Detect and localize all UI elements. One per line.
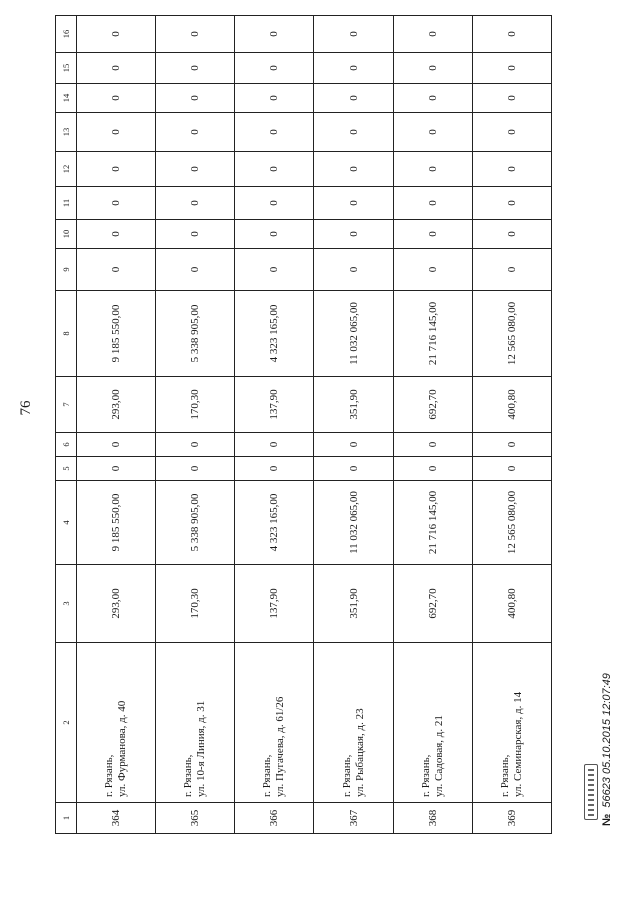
value-cell: 0 bbox=[156, 84, 235, 113]
table-row bbox=[77, 16, 156, 834]
column-header: 1 bbox=[56, 803, 77, 834]
value-cell: 12 565 080,00 bbox=[472, 291, 551, 377]
column-header: 6 bbox=[56, 433, 77, 457]
page-number: 76 bbox=[18, 400, 34, 416]
number-symbol: № bbox=[601, 813, 613, 826]
address-cell bbox=[235, 643, 314, 803]
value-cell: 137,90 bbox=[235, 377, 314, 433]
value-cell: 12 565 080,00 bbox=[472, 481, 551, 565]
value-cell: 0 bbox=[472, 433, 551, 457]
value-cell: 0 bbox=[472, 16, 551, 53]
value-cell: 0 bbox=[393, 113, 472, 152]
address-city: г. Рязань, bbox=[340, 754, 353, 797]
value-cell: 0 bbox=[156, 113, 235, 152]
value-cell: 9 185 550,00 bbox=[77, 291, 156, 377]
row-number-cell: 364 bbox=[77, 803, 156, 834]
value-cell: 0 bbox=[156, 457, 235, 481]
value-cell: 5 338 905,00 bbox=[156, 291, 235, 377]
column-header: 13 bbox=[56, 113, 77, 152]
address-cell bbox=[393, 643, 472, 803]
address-street: ул. 10-я Линия, д. 31 bbox=[195, 700, 208, 797]
address-cell bbox=[77, 643, 156, 803]
stamp-pattern bbox=[588, 768, 594, 816]
value-cell: 0 bbox=[472, 249, 551, 291]
value-cell: 0 bbox=[314, 53, 393, 84]
value-cell: 0 bbox=[77, 53, 156, 84]
value-cell: 21 716 145,00 bbox=[393, 481, 472, 565]
table-body bbox=[77, 16, 552, 834]
value-cell: 5 338 905,00 bbox=[156, 481, 235, 565]
value-cell: 0 bbox=[77, 152, 156, 187]
value-cell: 0 bbox=[393, 84, 472, 113]
value-cell: 0 bbox=[156, 249, 235, 291]
value-cell: 4 323 165,00 bbox=[235, 481, 314, 565]
value-cell: 137,90 bbox=[235, 565, 314, 643]
column-header: 12 bbox=[56, 152, 77, 187]
value-cell: 0 bbox=[472, 457, 551, 481]
address-city: г. Рязань, bbox=[103, 754, 116, 797]
value-cell: 351,90 bbox=[314, 377, 393, 433]
value-cell: 0 bbox=[472, 113, 551, 152]
value-cell: 0 bbox=[235, 152, 314, 187]
value-cell: 0 bbox=[156, 16, 235, 53]
value-cell: 0 bbox=[393, 152, 472, 187]
address-city: г. Рязань, bbox=[419, 754, 432, 797]
value-cell: 0 bbox=[77, 433, 156, 457]
value-cell: 293,00 bbox=[77, 377, 156, 433]
value-cell: 0 bbox=[235, 187, 314, 220]
row-number-cell: 366 bbox=[235, 803, 314, 834]
value-cell: 0 bbox=[472, 84, 551, 113]
address-cell bbox=[472, 643, 551, 803]
value-cell: 0 bbox=[314, 457, 393, 481]
value-cell: 0 bbox=[235, 220, 314, 249]
value-cell: 0 bbox=[235, 84, 314, 113]
address-street: ул. Пугачева, д. 61/26 bbox=[274, 696, 287, 797]
value-cell: 400,80 bbox=[472, 377, 551, 433]
address-street: ул. Садовая, д. 21 bbox=[432, 715, 445, 797]
value-cell: 0 bbox=[235, 433, 314, 457]
header-row bbox=[56, 16, 77, 834]
value-cell: 0 bbox=[77, 220, 156, 249]
value-cell: 0 bbox=[156, 152, 235, 187]
table-container bbox=[55, 16, 552, 834]
value-cell: 0 bbox=[77, 249, 156, 291]
value-cell: 0 bbox=[77, 84, 156, 113]
column-header: 11 bbox=[56, 187, 77, 220]
table-row bbox=[314, 16, 393, 834]
value-cell: 0 bbox=[472, 53, 551, 84]
value-cell: 0 bbox=[314, 433, 393, 457]
value-cell: 0 bbox=[77, 457, 156, 481]
row-number-cell: 368 bbox=[393, 803, 472, 834]
value-cell: 0 bbox=[156, 53, 235, 84]
column-header: 5 bbox=[56, 457, 77, 481]
address-street: ул. Рыбацкая, д. 23 bbox=[353, 708, 366, 797]
value-cell: 0 bbox=[393, 53, 472, 84]
value-cell: 400,80 bbox=[472, 565, 551, 643]
value-cell: 0 bbox=[393, 220, 472, 249]
value-cell: 0 bbox=[393, 16, 472, 53]
address-city: г. Рязань, bbox=[261, 754, 274, 797]
row-number-cell: 369 bbox=[472, 803, 551, 834]
value-cell: 0 bbox=[314, 249, 393, 291]
value-cell: 0 bbox=[235, 53, 314, 84]
value-cell: 0 bbox=[314, 84, 393, 113]
value-cell: 0 bbox=[77, 16, 156, 53]
value-cell: 692,70 bbox=[393, 565, 472, 643]
address-city: г. Рязань, bbox=[498, 754, 511, 797]
value-cell: 0 bbox=[393, 457, 472, 481]
column-header: 15 bbox=[56, 53, 77, 84]
table-row bbox=[472, 16, 551, 834]
value-cell: 0 bbox=[235, 16, 314, 53]
value-cell: 0 bbox=[472, 152, 551, 187]
value-cell: 0 bbox=[235, 113, 314, 152]
value-cell: 0 bbox=[156, 187, 235, 220]
value-cell: 0 bbox=[235, 457, 314, 481]
value-cell: 170,30 bbox=[156, 377, 235, 433]
table-row bbox=[156, 16, 235, 834]
column-header: 14 bbox=[56, 84, 77, 113]
value-cell: 0 bbox=[472, 220, 551, 249]
column-header: 8 bbox=[56, 291, 77, 377]
value-cell: 0 bbox=[314, 220, 393, 249]
value-cell: 11 032 065,00 bbox=[314, 291, 393, 377]
address-city: г. Рязань, bbox=[182, 754, 195, 797]
value-cell: 0 bbox=[156, 433, 235, 457]
value-cell: 0 bbox=[77, 187, 156, 220]
column-header: 4 bbox=[56, 481, 77, 565]
value-cell: 0 bbox=[314, 152, 393, 187]
row-number-cell: 365 bbox=[156, 803, 235, 834]
address-street: ул. Фурманова, д. 40 bbox=[116, 700, 129, 797]
value-cell: 21 716 145,00 bbox=[393, 291, 472, 377]
column-header: 7 bbox=[56, 377, 77, 433]
column-header: 3 bbox=[56, 565, 77, 643]
value-cell: 9 185 550,00 bbox=[77, 481, 156, 565]
address-cell bbox=[156, 643, 235, 803]
value-cell: 4 323 165,00 bbox=[235, 291, 314, 377]
registration-mark bbox=[601, 673, 613, 826]
value-cell: 293,00 bbox=[77, 565, 156, 643]
value-cell: 0 bbox=[314, 16, 393, 53]
value-cell: 0 bbox=[393, 187, 472, 220]
column-header: 10 bbox=[56, 220, 77, 249]
value-cell: 0 bbox=[393, 433, 472, 457]
column-header: 16 bbox=[56, 16, 77, 53]
value-cell: 692,70 bbox=[393, 377, 472, 433]
value-cell: 0 bbox=[393, 249, 472, 291]
value-cell: 0 bbox=[77, 113, 156, 152]
value-cell: 351,90 bbox=[314, 565, 393, 643]
address-cell bbox=[314, 643, 393, 803]
stamp-icon bbox=[584, 764, 598, 820]
registration-text: 56623 05.10.2015 12:07:49 bbox=[601, 673, 613, 808]
value-cell: 0 bbox=[314, 187, 393, 220]
value-cell: 0 bbox=[314, 113, 393, 152]
column-header: 2 bbox=[56, 643, 77, 803]
column-header: 9 bbox=[56, 249, 77, 291]
value-cell: 0 bbox=[235, 249, 314, 291]
table-row bbox=[235, 16, 314, 834]
value-cell: 0 bbox=[472, 187, 551, 220]
value-cell: 170,30 bbox=[156, 565, 235, 643]
address-street: ул. Семинарская, д. 14 bbox=[511, 691, 524, 797]
row-number-cell: 367 bbox=[314, 803, 393, 834]
data-table bbox=[55, 15, 552, 834]
value-cell: 0 bbox=[156, 220, 235, 249]
table-row bbox=[393, 16, 472, 834]
value-cell: 11 032 065,00 bbox=[314, 481, 393, 565]
